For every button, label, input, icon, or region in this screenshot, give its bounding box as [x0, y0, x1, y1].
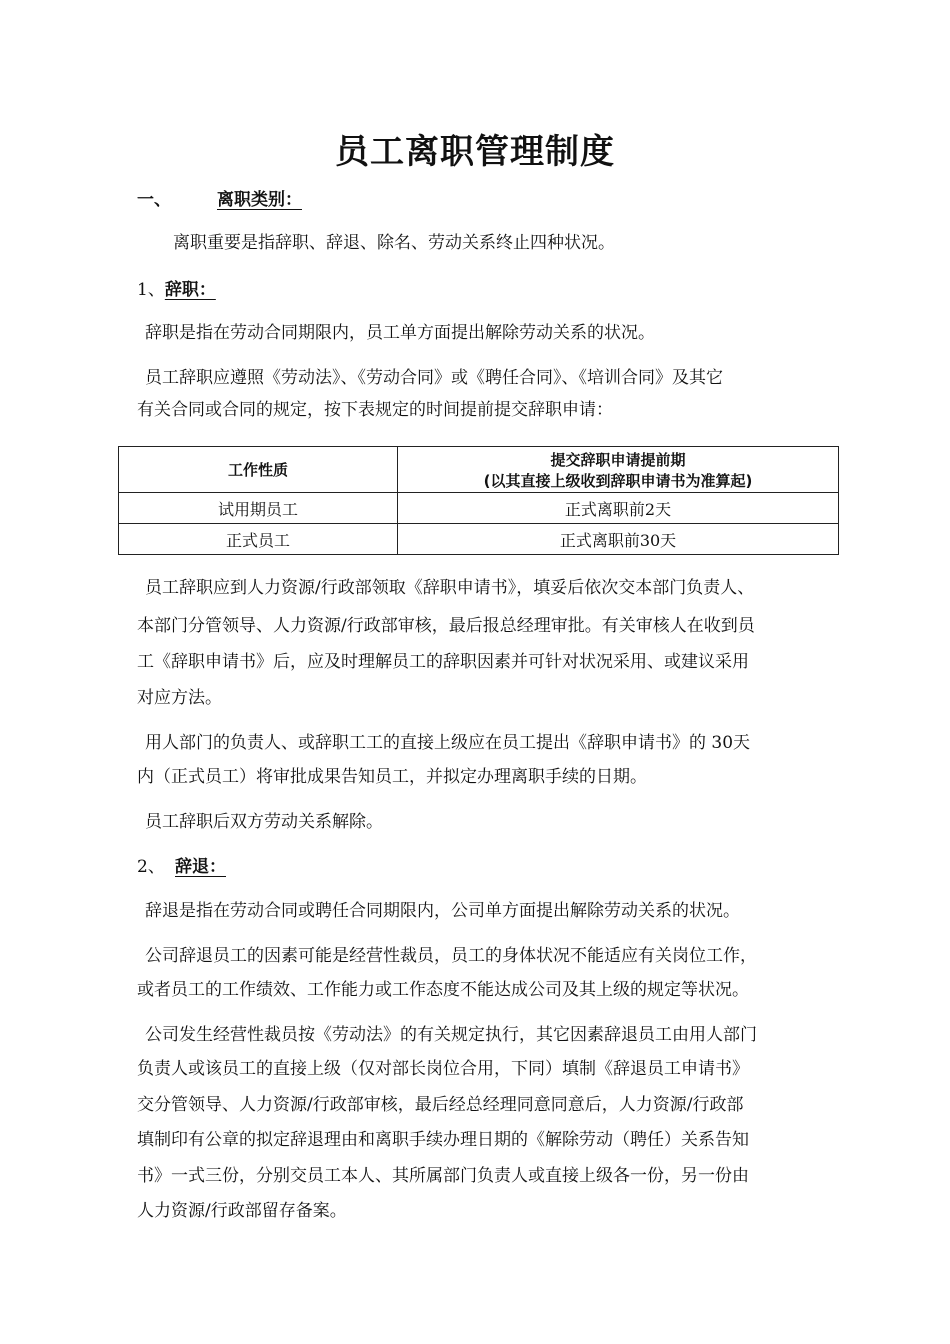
section-intro: 离职重要是指辞职、辞退、除名、劳动关系终止四种状况。 [173, 233, 615, 253]
paragraph-line: 辞退是指在劳动合同或聘任合同期限内，公司单方面提出解除劳动关系的状况。 [145, 901, 740, 921]
table-row [119, 524, 839, 555]
paragraph-line: 填制印有公章的拟定辞退理由和离职手续办理日期的《解除劳动（聘任）关系告知 [137, 1130, 749, 1150]
paragraph-line: 人力资源/行政部留存备案。 [137, 1201, 347, 1221]
paragraph-line: 书》一式三份，分别交员工本人、其所属部门负责人或直接上级各一份，另一份由 [137, 1166, 749, 1186]
table-cell: 正式离职前30天 [398, 524, 839, 555]
table-cell: 试用期员工 [119, 493, 398, 524]
paragraph-line: 交分管领导、人力资源/行政部审核，最后经总经理同意同意后，人力资源/行政部 [137, 1095, 744, 1115]
table-header-line: 提交辞职申请提前期 [550, 450, 686, 469]
table-row [119, 493, 839, 524]
paragraph-line: 或者员工的工作绩效、工作能力或工作态度不能达成公司及其上级的规定等状况。 [137, 980, 749, 1000]
paragraph-line: 员工辞职后双方劳动关系解除。 [145, 812, 383, 832]
paragraph-line: 工《辞职申请书》后，应及时理解员工的辞职因素并可针对状况采用、或建议采用 [137, 652, 749, 672]
table-header-row [119, 447, 839, 493]
subsection-title: 辞职： [164, 280, 216, 300]
paragraph-line: 员工辞职应遵照《劳动法》、《劳动合同》或《聘任合同》、《培训合同》及其它 [145, 368, 723, 388]
table-cell: 正式员工 [119, 524, 398, 555]
table-cell: 正式离职前2天 [398, 493, 839, 524]
table-header-line: (以其直接上级收到辞职申请书为准算起) [483, 471, 753, 490]
section-title: 离职类别： [217, 190, 302, 210]
paragraph-line: 员工辞职应到人力资源/行政部领取《辞职申请书》，填妥后依次交本部门负责人、 [145, 578, 755, 598]
subsection-number: 2、 [137, 857, 165, 877]
document-title: 员工离职管理制度 [335, 132, 615, 172]
section-heading-categories [137, 188, 302, 212]
paragraph-line: 本部门分管领导、人力资源/行政部审核，最后报总经理审批。有关审核人在收到员 [137, 616, 755, 636]
table-header-cell: 工作性质 [119, 447, 398, 493]
paragraph-line: 公司辞退员工的因素可能是经营性裁员，员工的身体状况不能适应有关岗位工作， [145, 946, 757, 966]
paragraph-line: 辞职是指在劳动合同期限内，员工单方面提出解除劳动关系的状况。 [145, 323, 655, 343]
section-number: 一、 [137, 190, 171, 210]
paragraph-line: 有关合同或合同的规定，按下表规定的时间提前提交辞职申请： [137, 400, 613, 420]
paragraph-line: 负责人或该员工的直接上级（仅对部长岗位合用，下同）填制《辞退员工申请书》 [137, 1059, 749, 1079]
table-header-cell [398, 447, 839, 493]
notice-period-table [118, 446, 839, 555]
subsection-heading-dismiss [137, 855, 226, 879]
paragraph-line: 对应方法。 [137, 688, 222, 708]
paragraph-line: 用人部门的负责人、或辞职工工的直接上级应在员工提出《辞职申请书》的 30天 [145, 733, 751, 753]
paragraph-line: 内（正式员工）将审批成果告知员工，并拟定办理离职手续的日期。 [137, 767, 647, 787]
subsection-heading-resign [137, 278, 216, 302]
subsection-number: 1、 [137, 280, 165, 300]
paragraph-line: 公司发生经营性裁员按《劳动法》的有关规定执行，其它因素辞退员工由用人部门 [145, 1025, 757, 1045]
subsection-title: 辞退： [175, 857, 226, 877]
